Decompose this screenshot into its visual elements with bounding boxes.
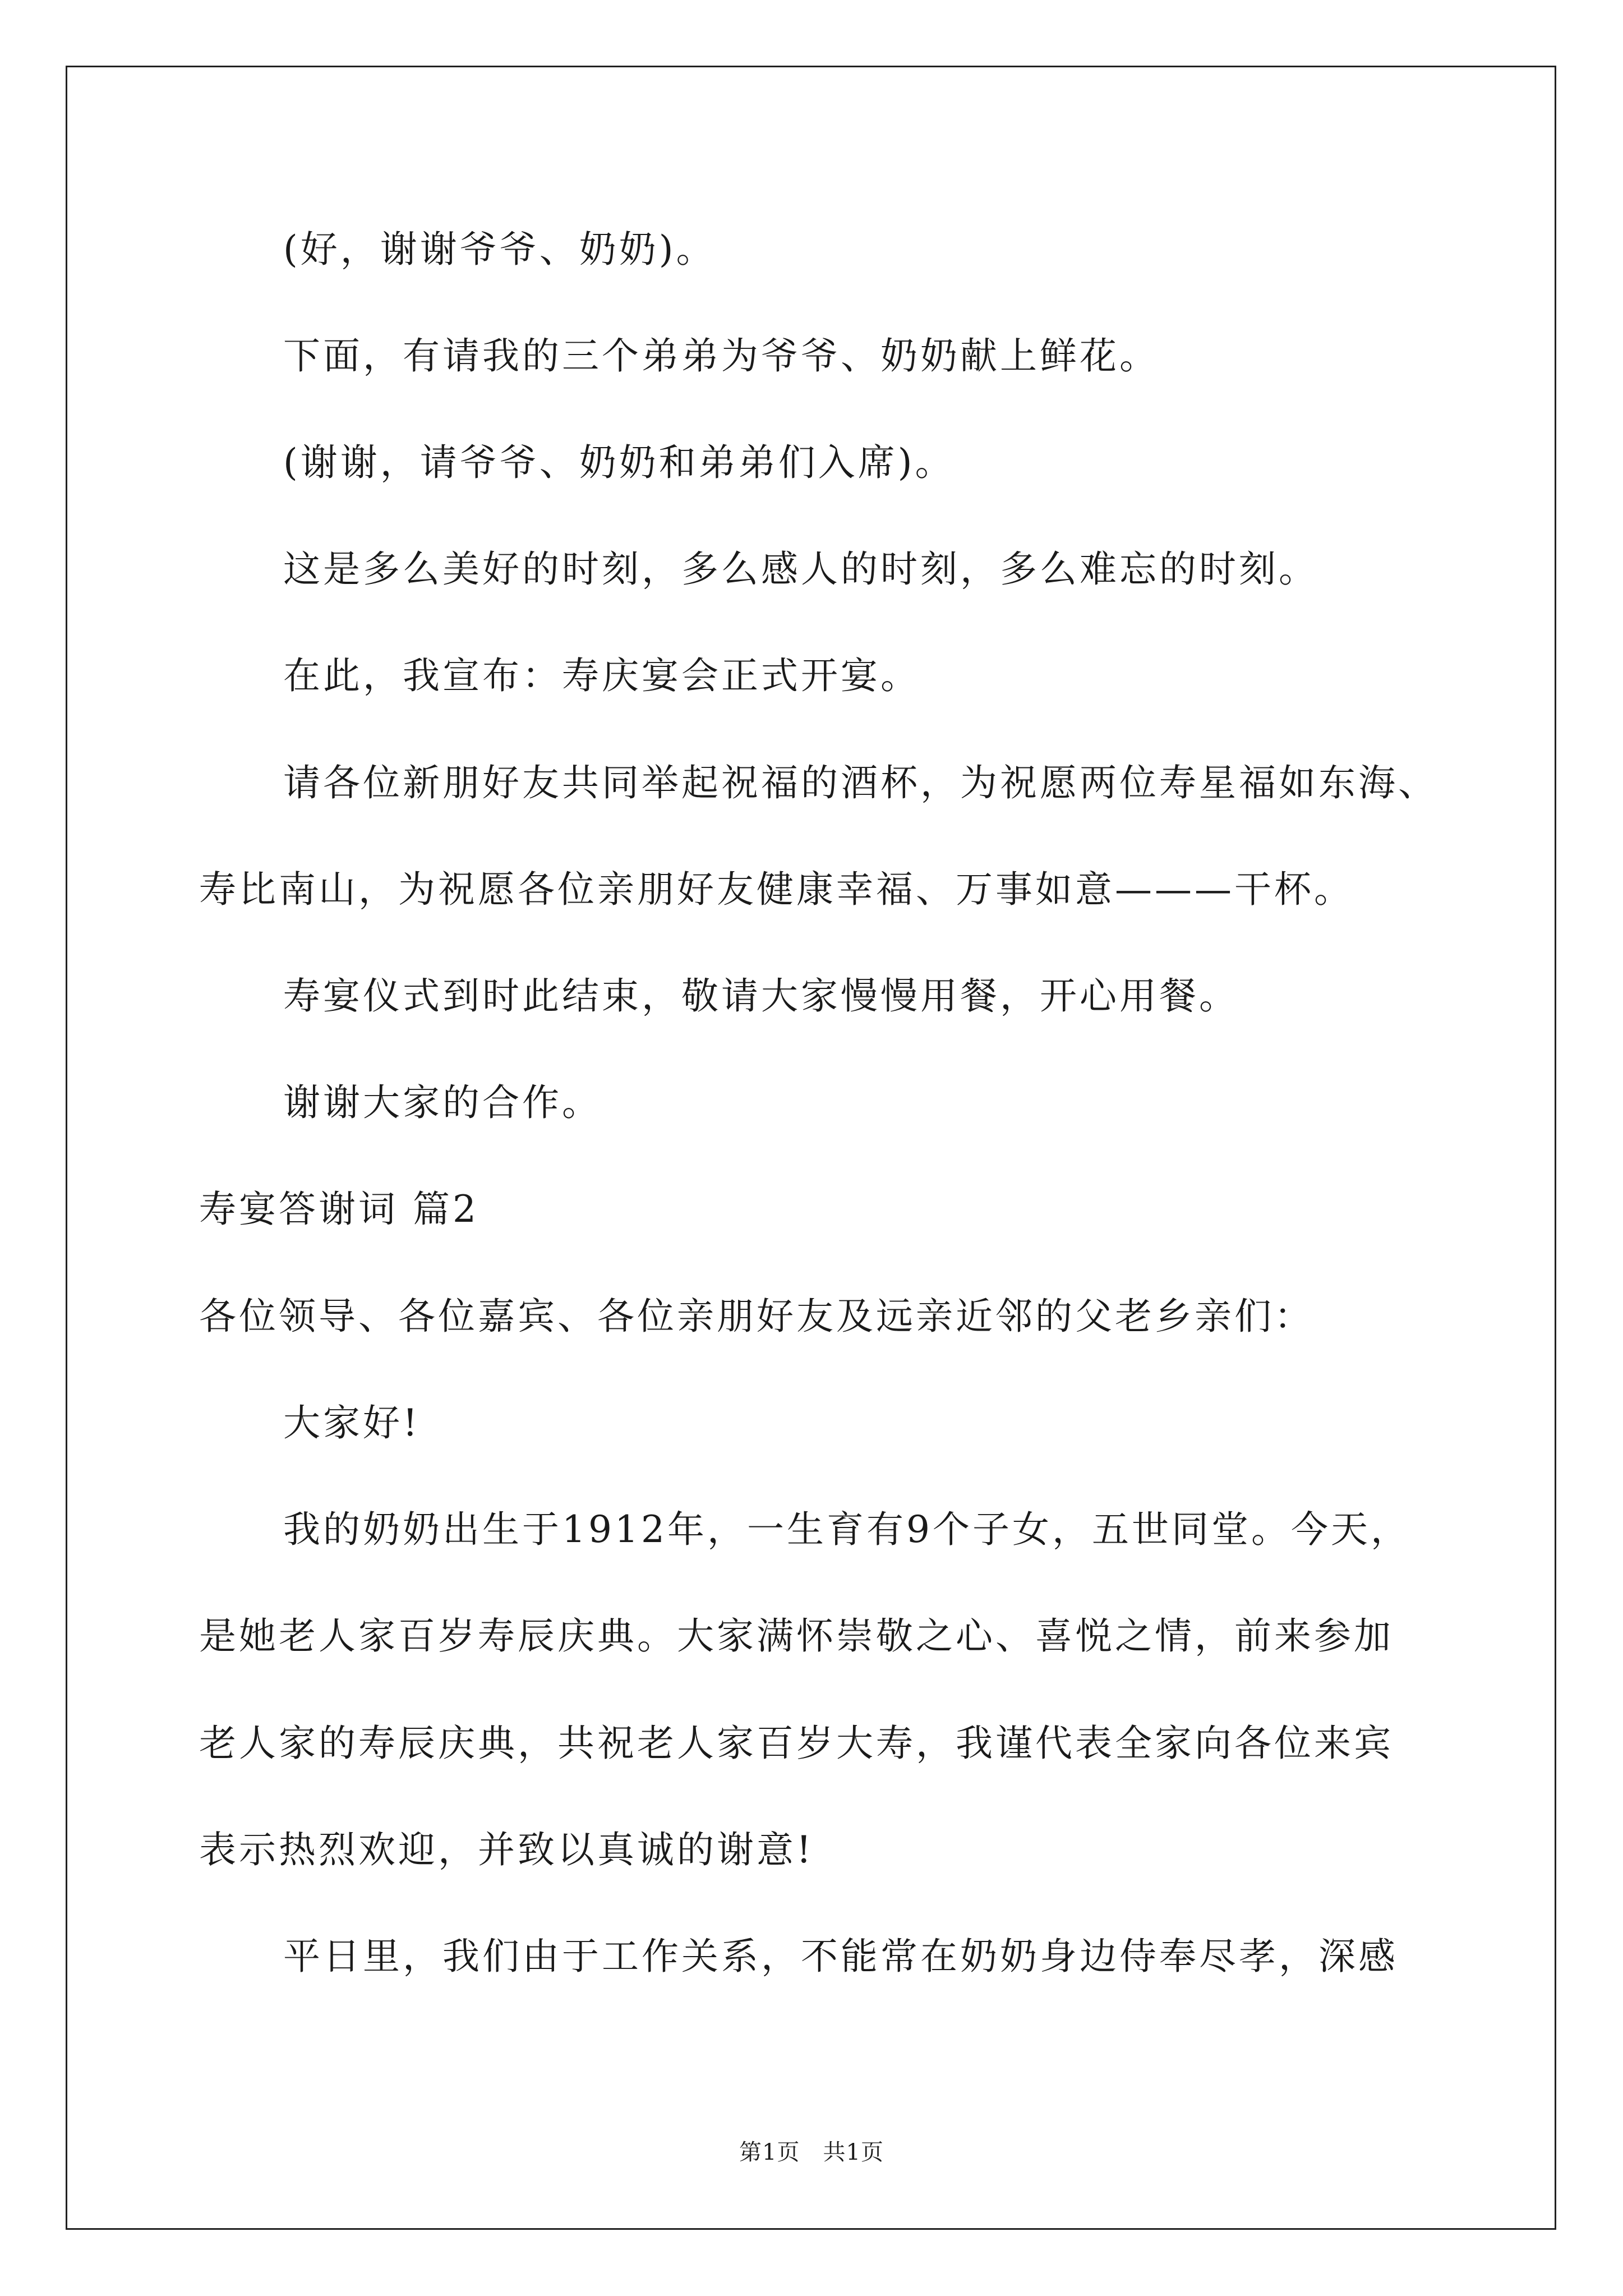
paragraph-line: 谢谢大家的合作。 (283, 1081, 602, 1124)
page-border (66, 66, 1556, 2230)
salutation-line: 各位领导、各位嘉宾、各位亲朋好友及远亲近邻的父老乡亲们： (199, 1295, 1314, 1338)
paragraph-line: 这是多么美好的时刻，多么感人的时刻，多么难忘的时刻。 (283, 547, 1318, 591)
paragraph-line: 寿比南山，为祝愿各位亲朋好友健康幸福、万事如意———干杯。 (199, 868, 1354, 911)
paragraph-line: (好，谢谢爷爷、奶奶)。 (283, 228, 716, 271)
paragraph-line: 平日里，我们由于工作关系，不能常在奶奶身边侍奉尽孝，深感 (283, 1935, 1398, 1978)
paragraph-line: 下面，有请我的三个弟弟为爷爷、奶奶献上鲜花。 (283, 334, 1159, 378)
section-heading: 寿宴答谢词 篇2 (199, 1188, 479, 1231)
paragraph-line: 请各位新朋好友共同举起祝福的酒杯，为祝愿两位寿星福如东海、 (283, 761, 1438, 804)
paragraph-line: 在此，我宣布：寿庆宴会正式开宴。 (283, 654, 920, 697)
paragraph-line: 表示热烈欢迎，并致以真诚的谢意! (199, 1828, 814, 1871)
paragraph-line: 寿宴仪式到时此结束，敬请大家慢慢用餐，开心用餐。 (283, 974, 1239, 1018)
paragraph-line: 老人家的寿辰庆典，共祝老人家百岁大寿，我谨代表全家向各位来宾 (199, 1722, 1394, 1765)
paragraph-line: 我的奶奶出生于1912年，一生育有9个子女，五世同堂。今天， (283, 1508, 1410, 1551)
paragraph-line: (谢谢，请爷爷、奶奶和弟弟们入席)。 (283, 441, 955, 484)
paragraph-line: 是她老人家百岁寿辰庆典。大家满怀崇敬之心、喜悦之情，前来参加 (199, 1614, 1394, 1658)
page-footer: 第1页 共1页 (739, 2139, 884, 2165)
paragraph-line: 大家好! (283, 1401, 421, 1444)
